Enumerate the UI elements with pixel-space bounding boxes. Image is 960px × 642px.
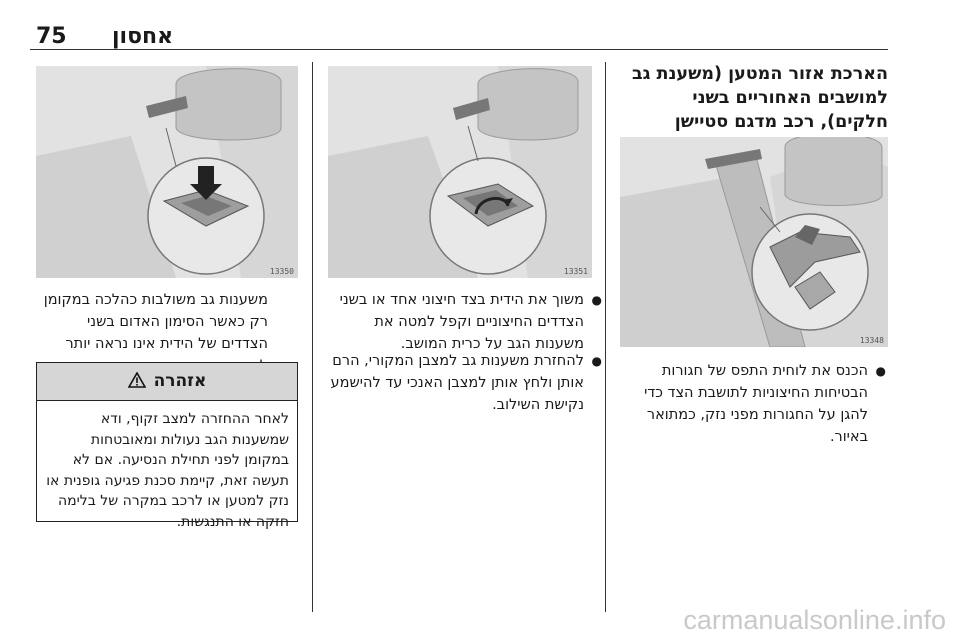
warning-title: אזהרה — [153, 371, 207, 391]
page-header — [0, 0, 960, 52]
figure-release-lever — [328, 66, 592, 278]
warning-box — [36, 362, 298, 530]
section-title: אחסון — [112, 24, 174, 49]
page-number: 75 — [36, 24, 67, 49]
warning-header — [37, 363, 297, 401]
figure-caption: משענות גב משולבות כהלכה במקומן רק כאשר הסימון האדום בשני הצדדים של הידית אינו נראה יותר — [43, 292, 268, 352]
warning-body: לאחר ההחזרה למצב זקוף, ודא שמשענות הגב נעולות ומאובטחות במקומן לפני תחילת הנסיעה. אם לא תעשה זאת, קיימת סכנת פגיעה גופנית או נזק למטען או לרכב במקרה של בלימה חזקה או התנגשות. — [46, 411, 289, 530]
figure-seatbelt-holder — [620, 137, 888, 347]
section-heading: הארכת אזור המטען (משענת גב למושבים האחוריים בשני חלקים), רכב מדגם סטיישן — [631, 64, 888, 132]
watermark: carmanualsonline.info — [683, 605, 946, 635]
bullet-item: ● להחזרת משענות גב למצבן המקורי, הרם אותן ולחץ אותן למצבן האנכי עד להישמע נקישת השילוב. — [328, 350, 602, 416]
warning-triangle-icon — [128, 372, 146, 388]
column-divider-left — [312, 62, 313, 612]
bullet-item: ● משוך את הידית בצד חיצוני אחד או בשני הצדדים החיצוניים וקפל למטה את משענות הגב על כרית המושב. — [328, 289, 602, 355]
figure-id: 13351 — [563, 267, 588, 276]
bullet-item: ● הכנס את לוחית התפס של חגורות הבטיחות החיצוניות לתושבת הצד כדי להגן על החגורות מפני נזק, כמתואר באיור. — [620, 360, 886, 448]
figure-id: 13348 — [859, 336, 884, 345]
figure-backrest-lock — [36, 66, 298, 278]
figure-id: 13350 — [269, 267, 294, 276]
column-divider-right — [605, 62, 606, 612]
header-rule — [30, 49, 888, 50]
